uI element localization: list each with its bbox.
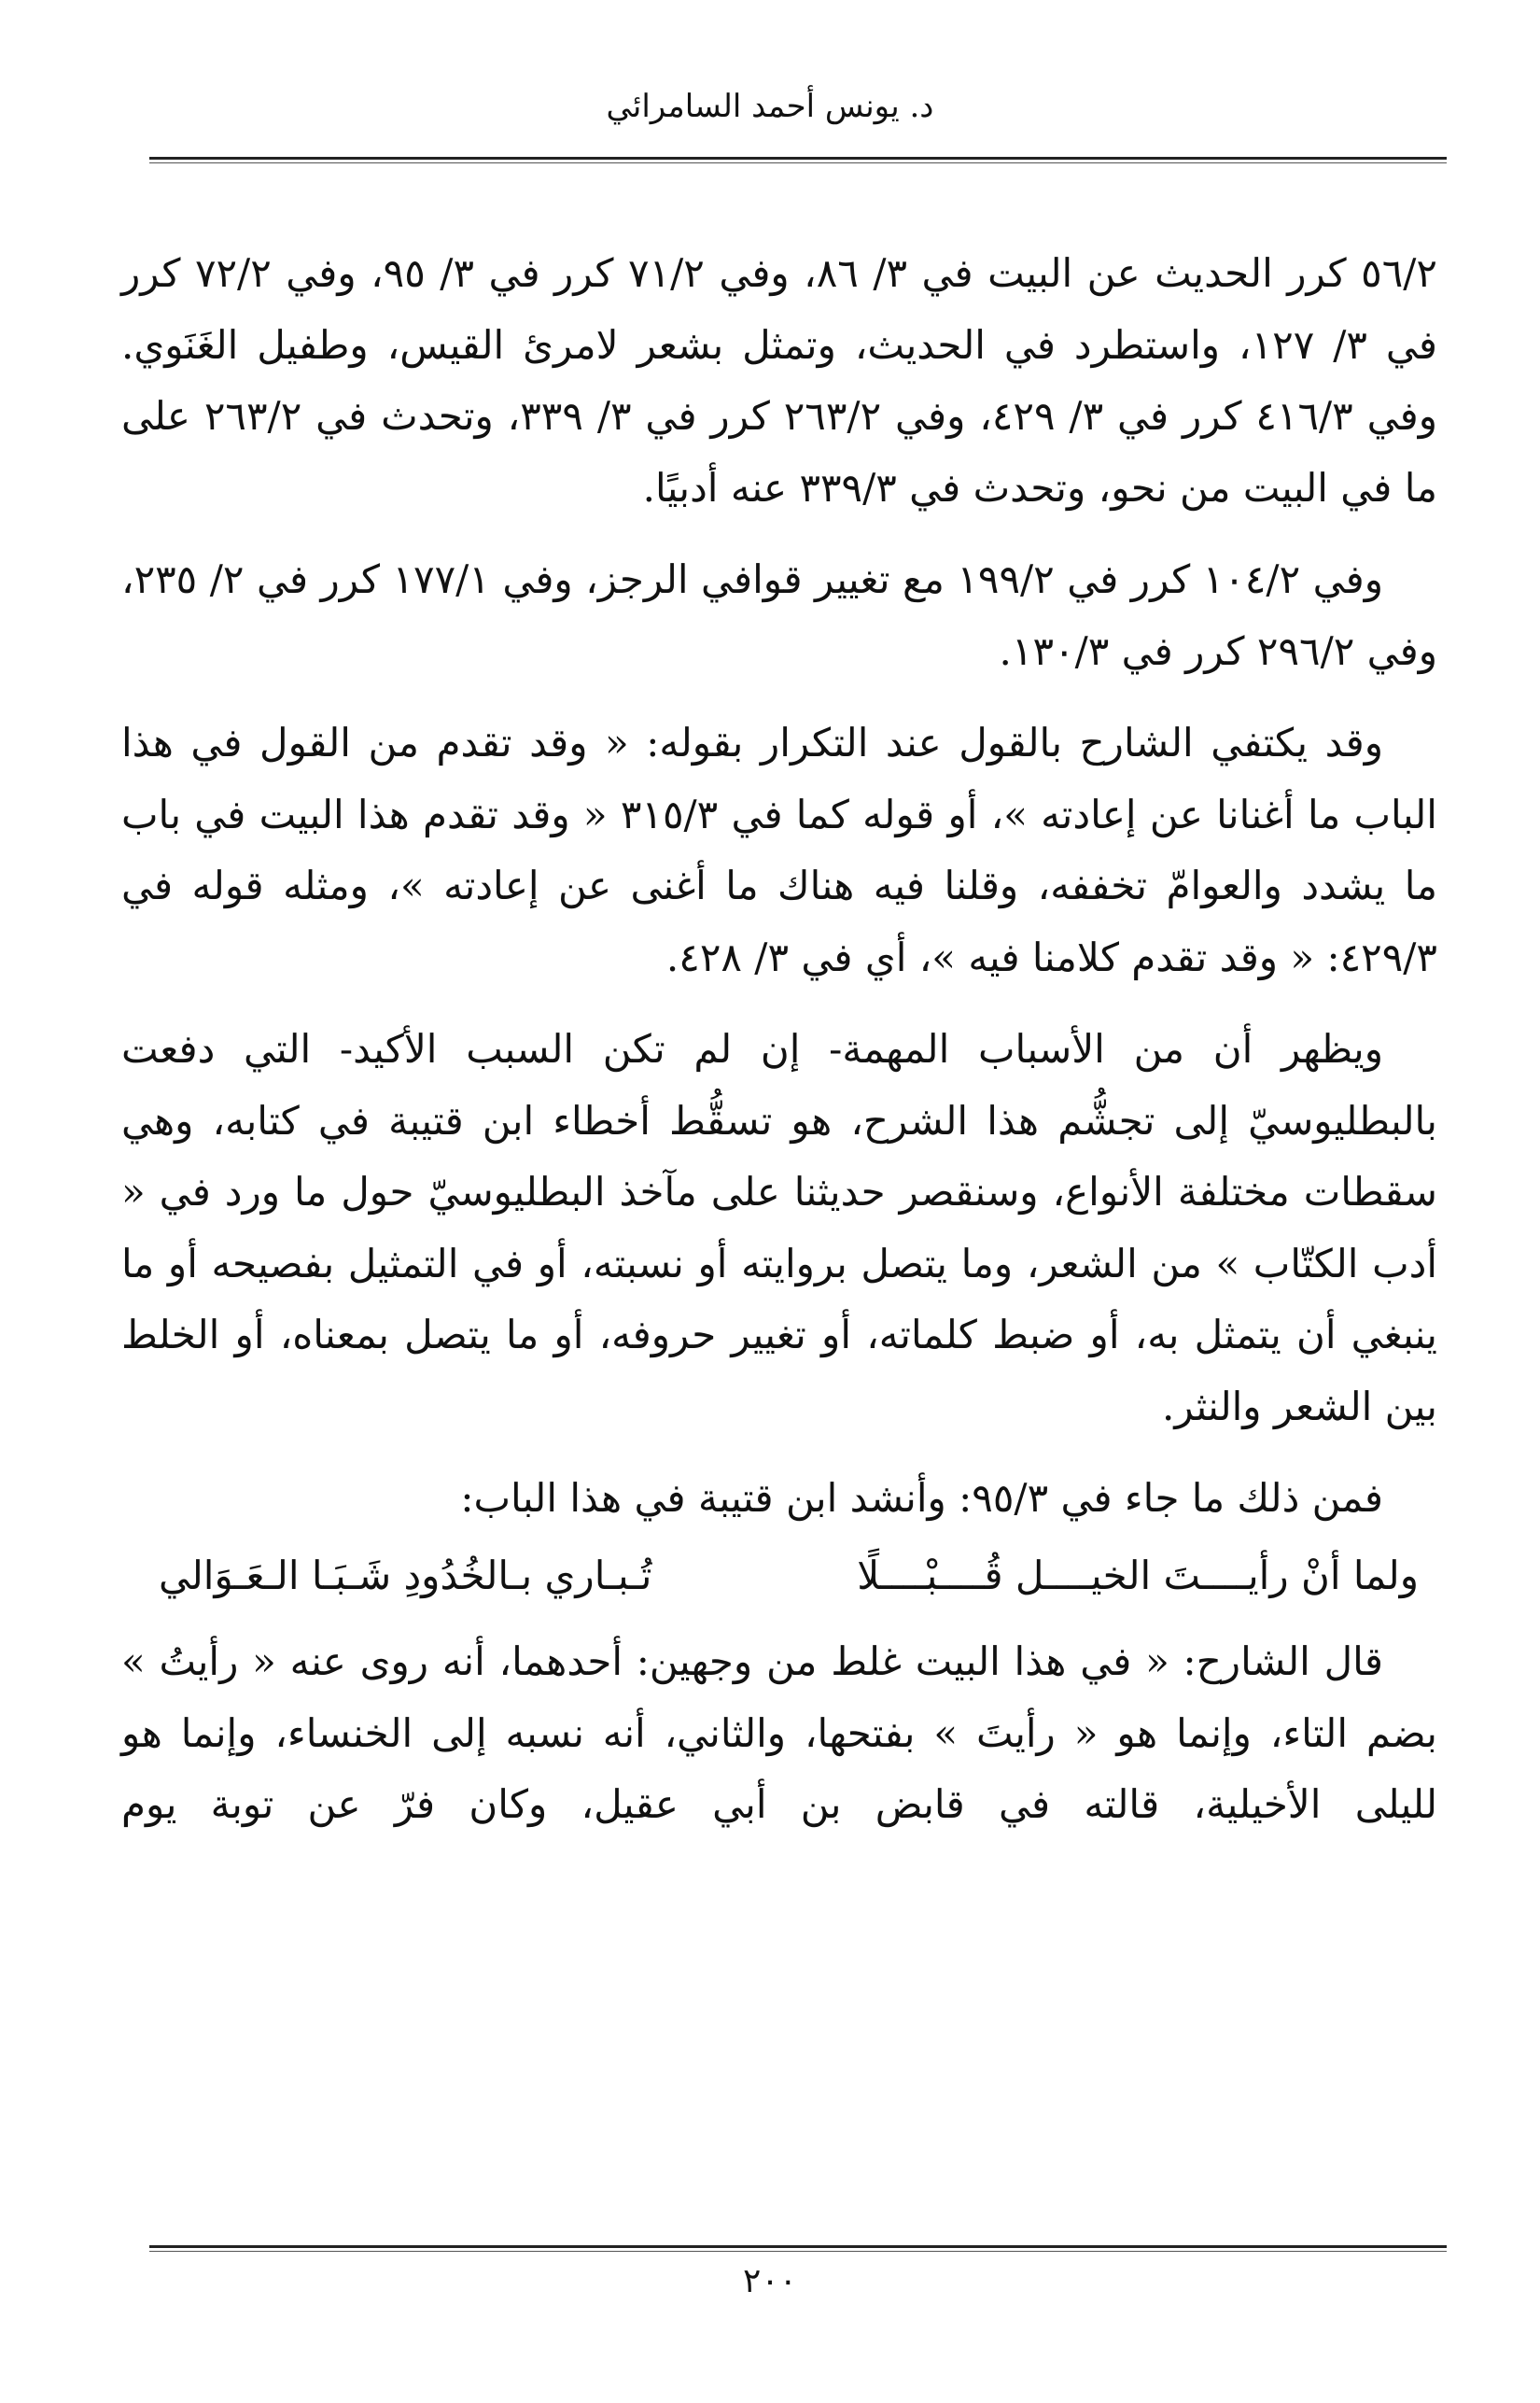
paragraph-5: فمن ذلك ما جاء في ٩٥/٣: وأنشد ابن قتيبة في هذا الباب: — [460, 1475, 1383, 1521]
header-rule-thin — [149, 162, 1447, 163]
page-number: ٢٠٠ — [742, 2262, 797, 2300]
paragraph-2: وفي ١٠٤/٢ كرر في ١٩٩/٢ مع تغيير قوافي الرجز، وفي ١٧٧/١ كرر في ٢/ ٢٣٥، وفي ٢٩٦/٢ كرر في ١٣٠/٣. — [121, 556, 1437, 674]
commentary-paragraph: قال الشارح: « في هذا البيت غلط من وجهين: أحدهما، أنه روى عنه « رأيتُ » بضم التاء، وإنما هو « رأيتَ » بفتحها، والثاني، أنه نسبه إلى الخنساء، وإنما هو لليلى الأخيلية، قالته في قابض بن أبي عقيل، وكان فرّ عن توبة يوم — [121, 1638, 1437, 1827]
paragraph-4: ويظهر أن من الأسباب المهمة- إن لم تكن السبب الأكيد- التي دفعت بالبطليوسيّ إلى تجشُّم هذا الشرح، هو تسقُّط أخطاء ابن قتيبة في كتابه، وهي سقطات مختلفة الأنواع، وسنقصر حديثنا على مآخذ البطليوسيّ حول ما ورد في « أدب الكتّاب » من الشعر، وما يتصل بروايته أو نسبته، أو في التمثيل بفصيحه أو ما ينبغي أن يتمثل به، أو ضبط كلماته، أو تغيير حروفه، أو ما يتصل بمعناه، أو الخلط بين الشعر والنثر. — [121, 1026, 1437, 1429]
header-rule — [149, 157, 1447, 160]
footer-rule-thin — [149, 2251, 1447, 2252]
paragraph-1: ٥٦/٢ كرر الحديث عن البيت في ٣/ ٨٦، وفي ٧١/٢ كرر في ٣/ ٩٥، وفي ٧٢/٢ كرر في ٣/ ١٢٧، واستطرد في الحديث، وتمثل بشعر لامرئ القيس، وطفيل الغَنَوي. وفي ٤١٦/٣ كرر في ٣/ ٤٢٩، وفي ٢٦٣/٢ كرر في ٣/ ٣٣٩، وتحدث في ٢٦٣/٢ على ما في البيت من نحو، وتحدث في ٣٣٩/٣ عنه أدبيًا. — [121, 250, 1437, 511]
footer-rule — [149, 2245, 1447, 2248]
running-header-title: د. يونس أحمد السامرائي — [606, 88, 934, 125]
verse-first-hemistich: ولما أنْ رأيــــتَ الخيــــل قُــــبْــــلًا — [857, 1552, 1419, 1598]
poetry-verse — [121, 1540, 1437, 1612]
main-text — [121, 238, 1437, 1862]
paragraph-3: وقد يكتفي الشارح بالقول عند التكرار بقوله: « وقد تقدم من القول في هذا الباب ما أغنانا عن إعادته »، أو قوله كما في ٣١٥/٣ « وقد تقدم هذا البيت في باب ما يشدد والعوامّ تخففه، وقلنا فيه هناك ما أغنى عن إعادته »، ومثله قوله في ٤٢٩/٣: « وقد تقدم كلامنا فيه »، أي في ٣/ ٤٢٨. — [121, 720, 1437, 980]
verse-second-hemistich: تُـبـاري بـالخُدُودِ شَـبَـا الـعَـوَالي — [159, 1552, 652, 1598]
